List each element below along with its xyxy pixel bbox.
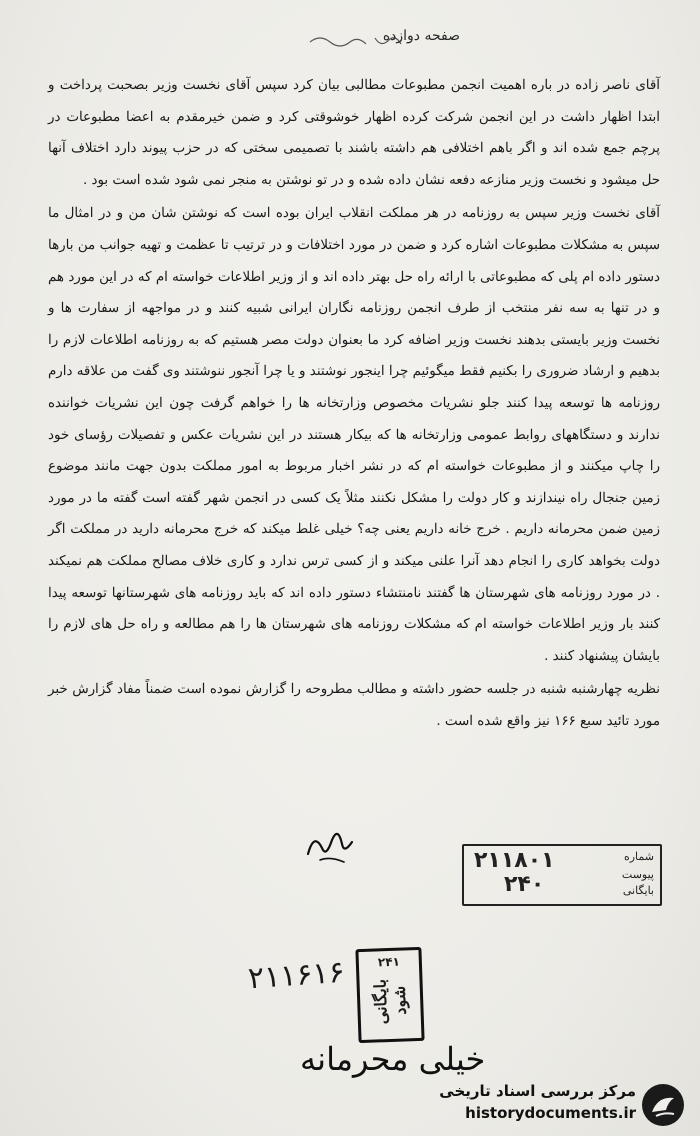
archive-stamp-number: ۲۴۱ — [377, 954, 401, 970]
page-header: صفحه دوازده — [382, 28, 460, 44]
reg-stamp-line-1: شماره — [623, 850, 654, 863]
watermark — [420, 1080, 690, 1130]
paragraph-2: آقای نخست وزیر سپس به روزنامه در هر مملکت انقلاب ایران بوده است که نوشتن شان من و در امثال ما سپس به مشکلات مطبوعات اشاره کرد و ضمن در مورد اختلافات و در ترتیب تا عظمت و تهیه جوانب من بارها دستور داده ام پلی که مطبوعاتی با ارائه راه حل بهتر داده اند و از وزیر اطلاعات خواسته ام که در این مورد هم و در تنها به سه نفر منتخب از طرف انجمن روزنامه نگاران ایرانی شبیه کنند و در مواجهه از سفارت ها و نخست وزیر بایستی بدهند نخست وزیر اضافه کرد ما بعنوان دولت مصر هستیم که به روزنامه اطلاعات لازم را بدهیم و ارشاد ضروری را بکنیم فقط میگوئیم چرا اینجور نوشتند و یا چرا آنجور ننوشتند وی گفت من علاقه دارم روزنامه ها توسعه پیدا کنند جلو نشریات مخصوص وزارتخانه ها را خواهم گرفت چون این نشریات خواننده ندارند و دستگاههای روابط عمومی وزارتخانه ها که بیکار هستند در این نشریات عکس و تفصیلات رؤسای خود را چاپ میکنند و از مطبوعات خواسته ام که در نشر اخبار مربوط به امور مملکت بدون جهت مانند موضوع زمین جنجال راه نیندازند و کار دولت را مشکل نکنند مثلاً یک کسی در انجمن شهر گفته است گفته ما در مورد زمین ضمن محرمانه داریم . خرج خانه داریم یعنی چه؟ خیلی غلط میکند که خرج محرمانه دارید در مملکت اگر دولت بخواهد کاری را انجام دهد آنرا علنی میکند و از کسی ترس ندارد و کاری خلاف مصالح مملکت هم نمیکند . در مورد روزنامه های شهرستان ها گفتند نامنتشاء دستور داده اند که باید روزنامه های شهرستانها توسعه پیدا کنند بار وزیر اطلاعات خواسته ام که مشکلات روزنامه های شهرستان ها را هم مطالعه و راه حل های لازم را بایشان پیشنهاد کنند . — [48, 206, 660, 664]
watermark-title: مرکز بررسی اسناد تاریخی — [439, 1082, 636, 1100]
paragraph-1: آقای ناصر زاده در باره اهمیت انجمن مطبوعات مطالبی بیان کرد سپس آقای نخست وزیر بصحبت پرداخت و ابتدا اظهار داشت در این انجمن شرکت کرده اظهار خوشوقتی کرد و ضمن خیرمقدم به اعضا مطبوعات در پرچم جمع شده اند و اگر باهم اختلافی هم داشته باشند با تصمیمی سختی که در حزب پیوند دارد اختلاف آنها حل میشود و نخست وزیر منازعه دفعه نشان داده شده و در تو نوشتن به منجر نمی شود شده است بود . — [48, 78, 660, 188]
handwritten-number: ۲۱۱۶۱۶ — [246, 954, 346, 997]
classification-mark: خیلی محرمانه — [300, 1040, 486, 1078]
signature — [300, 820, 360, 870]
reg-stamp-line-2: پیوست — [621, 868, 654, 881]
archive-stamp-label: بایگانی شود — [370, 978, 410, 1025]
archive-stamp — [355, 947, 424, 1043]
paragraph-3: نظریه چهارشنبه شنبه در جلسه حضور داشته و مطالب مطروحه را گزارش نموده است ضمناً مفاد گزارش خبر مورد تائید سبع ۱۶۶ نیز واقع شده است . — [48, 682, 660, 729]
watermark-url: historydocuments.ir — [465, 1104, 636, 1122]
archive-logo-icon — [640, 1082, 686, 1128]
reg-stamp-line-3: بایگانی — [622, 884, 654, 897]
reg-stamp-number: ۲۱۱۸۰۱ — [474, 848, 555, 873]
reg-stamp-number-2: ۲۴۰ — [504, 872, 545, 897]
letter-body — [48, 70, 660, 737]
registration-stamp — [462, 844, 662, 906]
